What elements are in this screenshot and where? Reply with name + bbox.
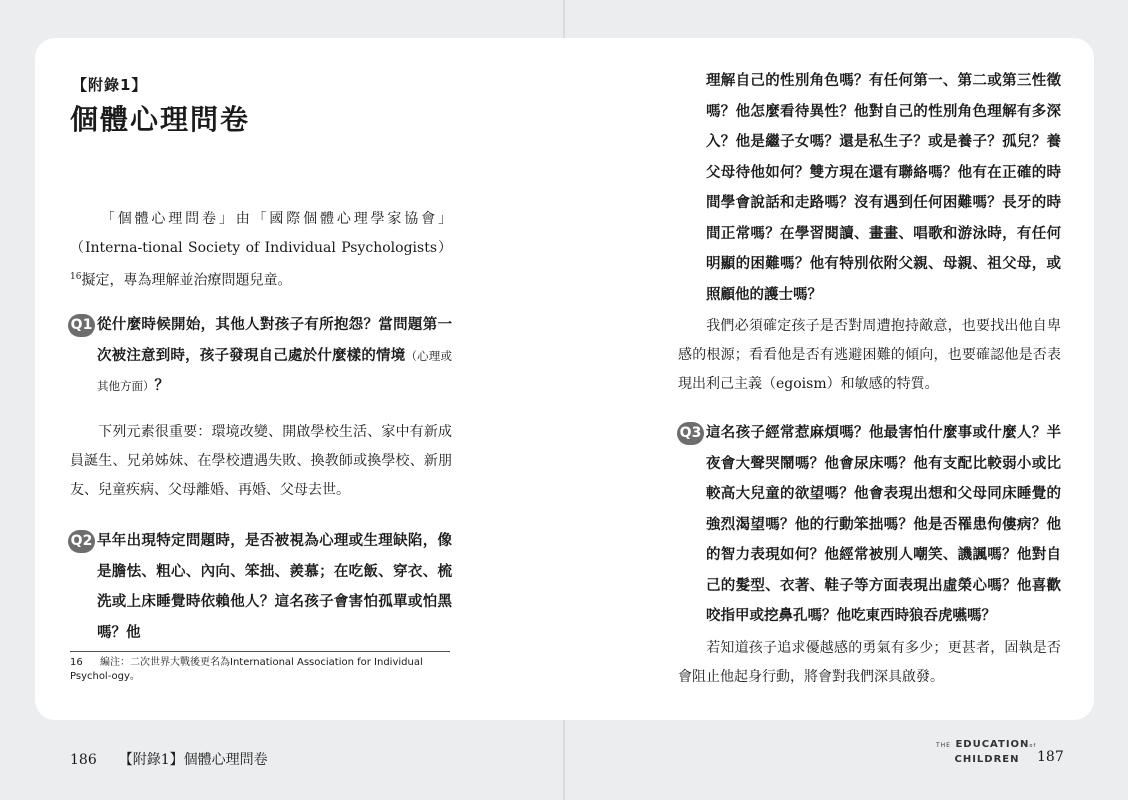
q1-small-note: （心理或其他方面） [97, 348, 452, 393]
q1-text: 從什麼時候開始，其他人對孩子有所抱怨？當問題第一次被注意到時，孩子發現自己處於什麼樣的情境 [97, 316, 452, 364]
page-title: 個體心理問卷 [70, 103, 251, 136]
question-q2: 早年出現特定問題時，是否被視為心理或生理缺陷，像是膽怯、粗心、內向、笨拙、羨慕；在吃飯、穿衣、梳洗或上床睡覺時依賴他人？這名孩子會害怕孤單或怕黑嗎？他 [97, 532, 452, 641]
brand-of: of [1029, 743, 1037, 749]
intro-text-a: 「個體心理問卷」由「國際個體心理學家協會」（Interna-tional Society of Individual Psychologists） [70, 211, 452, 256]
brand-children: CHILDREN [954, 754, 1020, 765]
q1-end: ？ [154, 377, 169, 394]
brand-the: THE [936, 742, 951, 749]
appendix-label: 【附錄1】 [72, 76, 148, 94]
book-brand-logo [936, 738, 1037, 766]
question-q3: 這名孩子經常惹麻煩嗎？他最害怕什麼事或什麼人？半夜會大聲哭鬧嗎？他會尿床嗎？他有支配比較弱小或比較高大兒童的欲望嗎？他會表現出想和父母同床睡覺的強烈渴望嗎？他的行動笨拙嗎？他是否罹患佝僂病？他的智力表現如何？他經常被別人嘲笑、譏諷嗎？他對自己的髮型、衣著、鞋子等方面表現出虛榮心嗎？他喜歡咬指甲或挖鼻孔嗎？他吃東西時狼吞虎嚥嗎？ [706, 424, 1061, 624]
footnote-text: 編注：二次世界大戰後更名為International Association for Individual Psychol-ogy。 [70, 657, 423, 682]
running-head: 【附錄1】個體心理問卷 [118, 752, 268, 768]
question-q2-continued: 理解自己的性別角色嗎？有任何第一、第二或第三性徵嗎？他怎麼看待異性？他對自己的性別角色理解有多深入？他是繼子女嗎？還是私生子？或是養子？孤兒？養父母待他如何？雙方現在還有聯絡嗎？他有在正確的時間學會說話和走路嗎？沒有遇到任何困難嗎？長牙的時間正常嗎？在學習閱讀、畫畫、唱歌和游泳時，有任何明顯的困難嗎？他有特別依附父親、母親、祖父母，或照顧他的護士嗎？ [706, 72, 1061, 303]
footnote-ref: 16 [70, 272, 82, 282]
footnote-rule [70, 651, 450, 652]
left-footer [70, 749, 268, 769]
hostility-paragraph [678, 312, 1061, 399]
question-q1 [97, 310, 452, 402]
footnote-number: 16 [70, 657, 83, 668]
footnote [70, 656, 452, 684]
brand-education: EDUCATION [955, 739, 1030, 750]
question-badge-q1: Q1 [68, 314, 95, 337]
left-page-number: 186 [70, 752, 97, 768]
elements-paragraph [70, 418, 452, 505]
intro-text-b: 擬定，專為理解並治療問題兒童。 [81, 272, 292, 289]
right-page-number: 187 [1037, 749, 1064, 765]
elements-text: 下列元素很重要：環境改變、開啟學校生活、家中有新成員誕生、兄弟姊妹、在學校遭遇失敗、換教師或換學校、新朋友、兒童疾病、父母離婚、再婚、父母去世。 [70, 424, 452, 498]
hostility-text: 我們必須確定孩子是否對周遭抱持敵意，也要找出他自卑感的根源；看看他是否有逃避困難的傾向，也要確認他是否表現出利己主義（egoism）和敏感的特質。 [678, 318, 1061, 392]
intro-paragraph [70, 205, 452, 296]
superiority-text: 若知道孩子追求優越感的勇氣有多少；更甚者，固執是否會阻止他起身行動，將會對我們深具啟發。 [678, 640, 1061, 685]
superiority-paragraph [678, 634, 1061, 692]
question-badge-q2: Q2 [68, 530, 95, 553]
question-badge-q3: Q3 [677, 422, 704, 445]
